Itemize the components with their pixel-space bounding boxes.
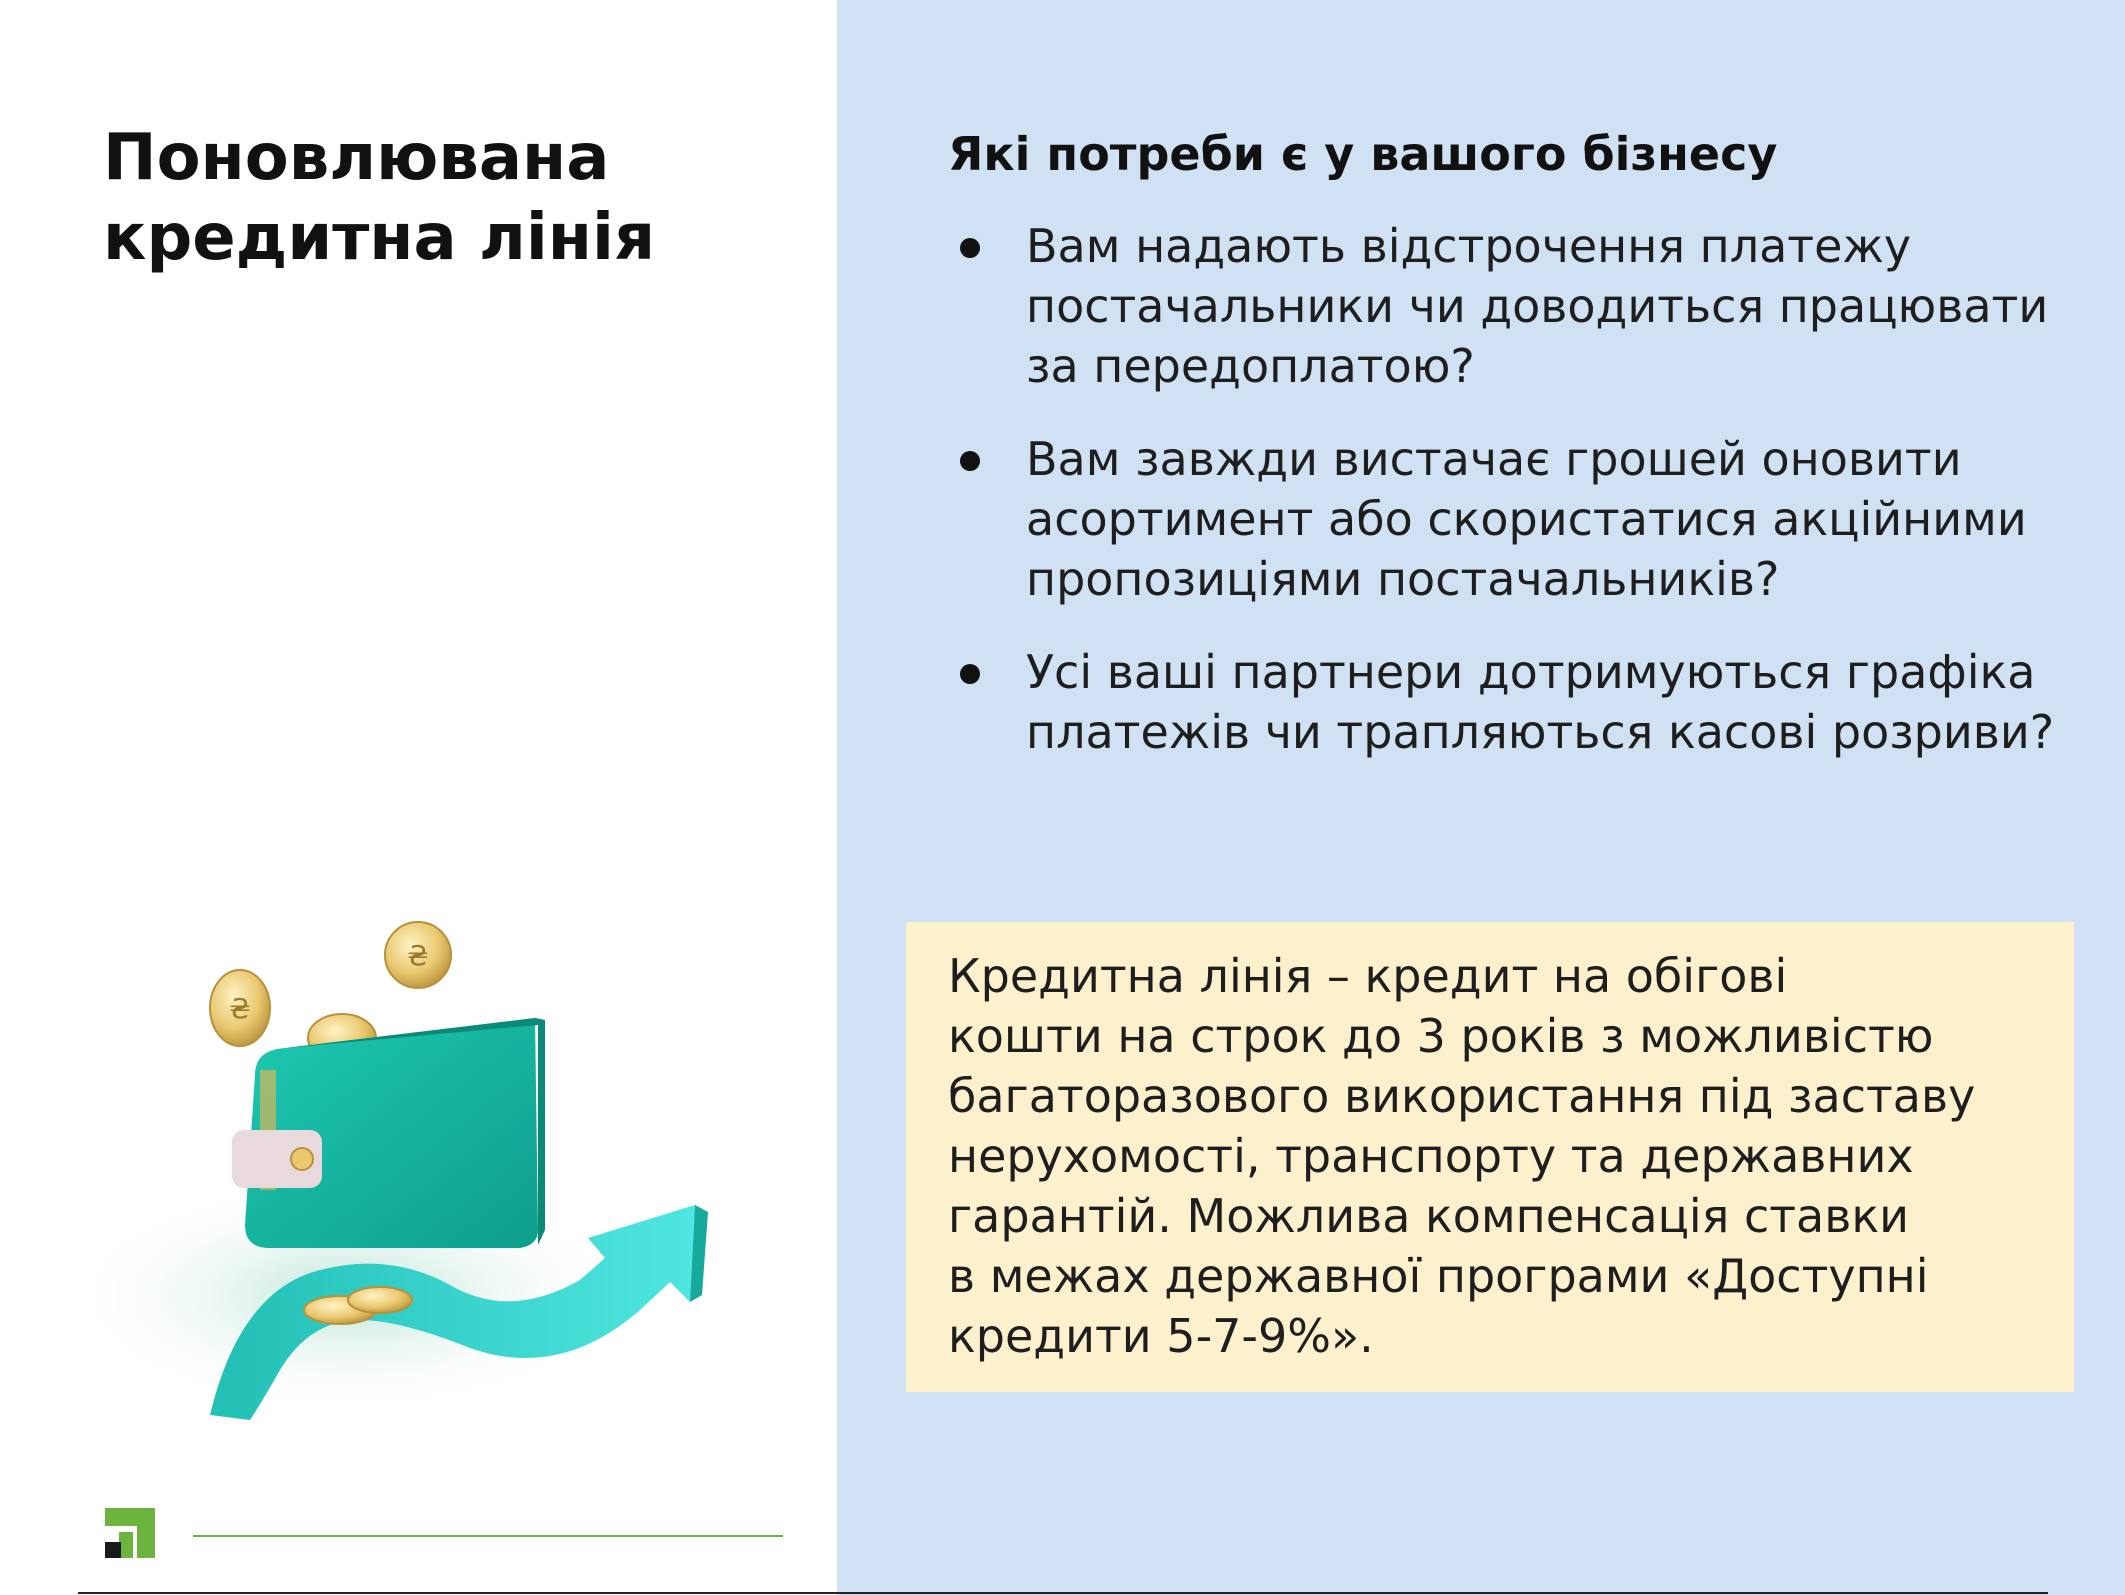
bank-logo-icon: [105, 1508, 155, 1558]
svg-text:₴: ₴: [407, 939, 429, 972]
needs-list-item: [948, 642, 2068, 762]
wallet-coins-arrow-icon: [40, 900, 760, 1520]
needs-heading: Які потреби є у вашого бізнесу: [948, 127, 1778, 181]
credit-line-description: Кредитна лінія – кредит на обігові кошти на строк до 3 років з можливістю багаторазового використання під заставу нерухомості, транспорту та державних гарантій. Можлива компенсація ставки в межах державної програми «Доступні кредити 5-7-9%».: [948, 949, 1976, 1363]
bullet-icon: [960, 664, 980, 684]
bullet-icon: [960, 238, 980, 258]
wallet-icon: [232, 1018, 545, 1248]
page-title: Поновлювана кредитна лінія: [103, 121, 656, 275]
green-divider: [193, 1535, 783, 1537]
credit-line-info-box: [906, 922, 2074, 1392]
needs-list-item: [948, 429, 2068, 609]
coin-icon: [210, 970, 270, 1046]
bottom-divider: [78, 1592, 2048, 1594]
needs-item-text: Вам завжди вистачає грошей оновити асортимент або скористатися акційними пропозиціями постачальників?: [1026, 432, 2027, 606]
svg-text:₴: ₴: [229, 992, 251, 1025]
needs-item-text: Усі ваші партнери дотримуються графіка платежів чи трапляються касові розриви?: [1026, 645, 2055, 759]
needs-item-text: Вам надають відстрочення платежу постачальники чи доводиться працювати за передоплатою?: [1026, 219, 2049, 393]
bullet-icon: [960, 451, 980, 471]
coin-icon: [385, 922, 451, 988]
needs-list-item: [948, 216, 2068, 396]
needs-list: [948, 216, 2068, 795]
